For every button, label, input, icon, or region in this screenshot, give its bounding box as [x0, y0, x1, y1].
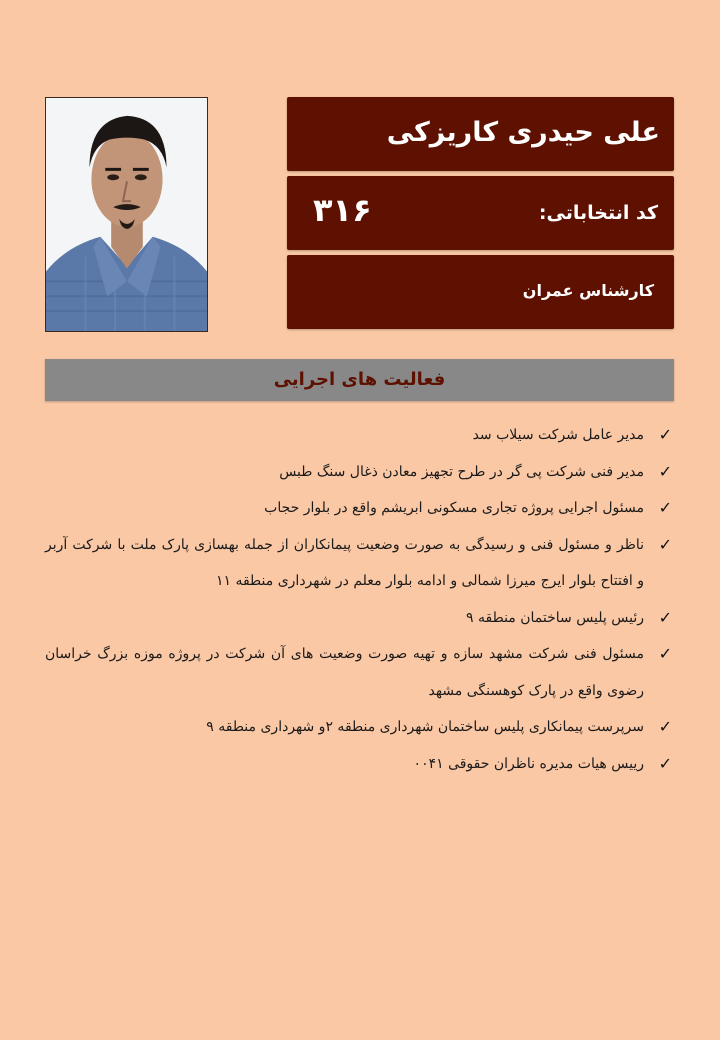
activity-text: مسئول اجرایی پروژه تجاری مسکونی ابریشم واقع در بلوار حجاب: [264, 500, 644, 516]
activity-text: مدیر عامل شرکت سیلاب سد: [472, 427, 644, 443]
list-item: [45, 636, 674, 709]
check-icon: ✓: [658, 644, 672, 663]
activities-list: [45, 417, 674, 782]
activity-text: مسئول فنی شرکت مشهد سازه و تهیه صورت وضعیت های آن شرکت در پروژه موزه بزرگ خراسان رضوی واقع در پارک کوهسنگی مشهد: [45, 646, 644, 699]
profile-photo: [45, 97, 208, 332]
election-code-label: کد انتخاباتی:: [538, 202, 658, 224]
election-code-value: ۳۱۶: [313, 191, 372, 229]
candidate-name: علی حیدری کاریزکی: [386, 117, 660, 148]
list-item: [45, 454, 674, 491]
activity-text: رئیس پلیس ساختمان منطقه ۹: [466, 609, 644, 626]
list-item: [45, 417, 674, 454]
check-icon: ✓: [658, 534, 672, 554]
check-icon: ✓: [658, 753, 672, 773]
profession-title: کارشناس عمران: [522, 281, 654, 300]
check-icon: ✓: [658, 498, 672, 517]
list-item: [45, 709, 674, 746]
activity-text: ناظر و مسئول فنی و رسیدگی به صورت وضعیت پیمانکاران از جمله بهسازی پارک ملت با شرکت آربر و افتتاح بلوار ایرج میرزا شمالی و ادامه بلوار معلم در شهرداری منطقه ۱۱: [45, 536, 644, 589]
list-item: [45, 527, 674, 600]
check-icon: ✓: [658, 607, 672, 627]
name-box: [287, 97, 674, 171]
activity-text: رییس هیات مدیره ناظران حقوقی ۰۰۴۱: [413, 755, 644, 772]
activity-text: سرپرست پیمانکاری پلیس ساختمان شهرداری منطقه ۲و شهرداری منطقه ۹: [206, 719, 644, 735]
list-item: [45, 746, 674, 783]
list-item: [45, 490, 674, 527]
list-item: [45, 600, 674, 637]
activities-header-label: فعالیت های اجرایی: [273, 369, 446, 390]
check-icon: ✓: [658, 461, 672, 481]
activity-text: مدیر فنی شرکت پی گر در طرح تجهیز معادن ذغال سنگ طبس: [279, 463, 644, 480]
profession-box: [287, 255, 674, 329]
check-icon: ✓: [658, 717, 672, 736]
election-code-box: [287, 176, 674, 250]
check-icon: ✓: [658, 425, 672, 444]
activities-header: [45, 359, 674, 401]
